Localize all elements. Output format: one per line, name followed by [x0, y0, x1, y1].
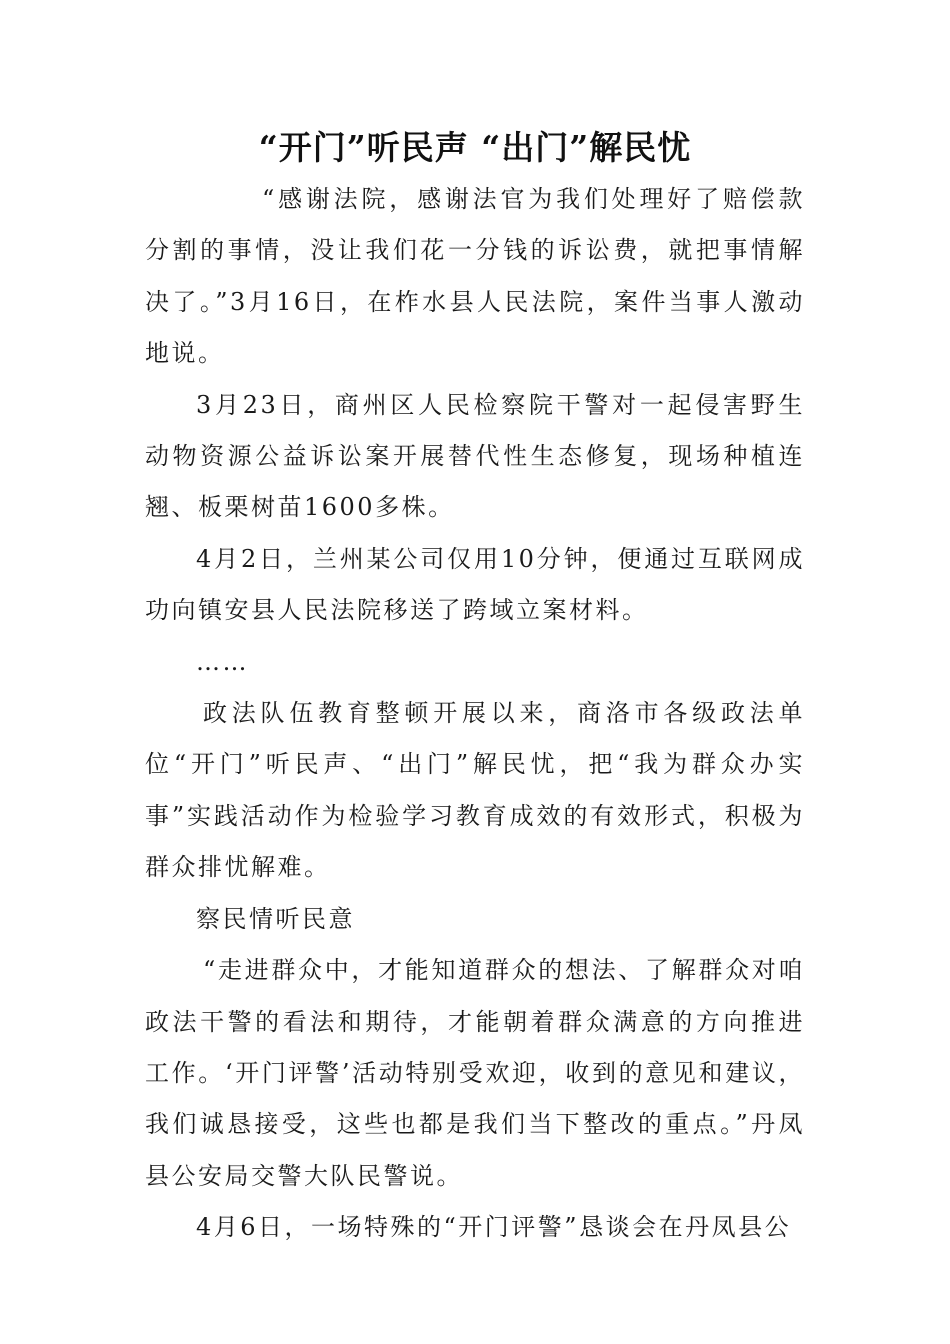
- paragraph-quote-court: “感谢法院，感谢法官为我们处理好了赔偿款分割的事情，没让我们花一分钱的诉讼费，就把事情解决了。”3月16日，在柞水县人民法院，案件当事人激动地说。: [145, 185, 805, 368]
- paragraph-overview: 政法队伍教育整顿开展以来，商洛市各级政法单位“开门”听民声、“出门”解民忧，把“我为群众办实事”实践活动作为检验学习教育成效的有效形式，积极为群众排忧解难。: [145, 699, 805, 882]
- paragraph-ellipsis: ……: [196, 647, 249, 676]
- document-title: “开门”听民声 “出门”解民忧: [258, 128, 692, 167]
- paragraph-police-quote: “走进群众中，才能知道群众的想法、了解群众对咱政法干警的看法和期待，才能朝着群众满意的方向推进工作。‘开门评警’活动特别受欢迎，收到的意见和建议，我们诚恳接受，这些也都是我们当下整改的重点。”丹凤县公安局交警大队民警说。: [145, 956, 805, 1190]
- section-heading: 察民情听民意: [196, 904, 355, 933]
- paragraph-meeting: 4月6日，一场特殊的“开门评警”恳谈会在丹凤县公: [196, 1213, 792, 1242]
- paragraph-online-filing: 4月2日，兰州某公司仅用10分钟，便通过互联网成功向镇安县人民法院移送了跨域立案材料。: [145, 544, 805, 625]
- document-body: [145, 174, 805, 1254]
- paragraph-procuratorate: 3月23日，商州区人民检察院干警对一起侵害野生动物资源公益诉讼案开展替代性生态修复，现场种植连翘、板栗树苗1600多株。: [145, 390, 805, 522]
